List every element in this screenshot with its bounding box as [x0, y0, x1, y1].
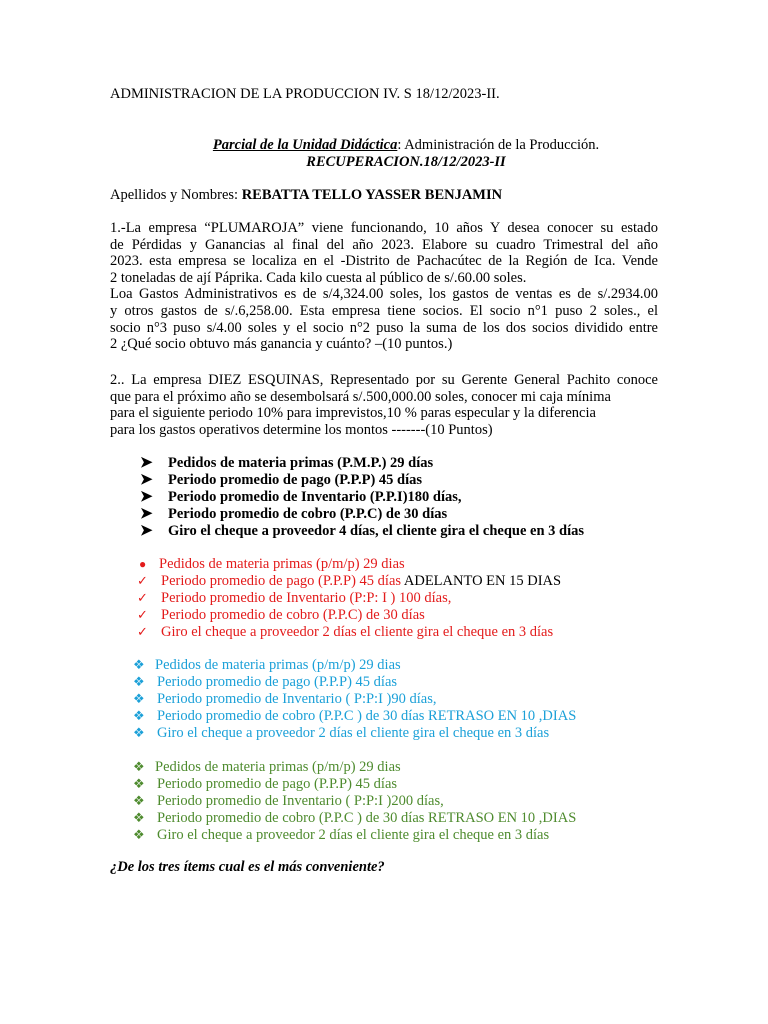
- document-page: ADMINISTRACION DE LA PRODUCCION IV. S 18/12/2023-II. Parcial de la Unidad Didáctica: Administración de la Producción. RECUPERACION.18/12/2023-II Apellidos y Nombres: REBATTA TELLO YASSER BENJAMIN 1.-La empresa “PLUMAROJA” viene funcionando, 10 años Y desea conocer su estado de Pérdidas y Ganancias al final del año 2023. Elabore su cuadro Trimestral del año 2023. esta empresa se localiza en el -Distrito de Pachacútec de la Región de Ica. Vende 2 toneladas de ají Páprika. Cada kilo cuesta al público de s/.60.00 soles. Loa Gastos Administrativos es de s/4,324.00 soles, los gastos de ventas es de s/.2934.00 y otros gastos de s/.6,258.00. Esta empresa tiene socios. El socio n°1 puso 2 soles., el socio n°3 puso s/4.00 soles y el socio n°2 puso la suma de los dos socios dividido entre 2 ¿Qué socio obtuvo más ganancia y cuánto? –(10 puntos.) 2.. La empresa DIEZ ESQUINAS, Representado por su Gerente General Pachito conoce que para el próximo año se desembolsará s/.500,000.00 soles, conocer mi caja mínima para el siguiente periodo 10% para imprevistos,10 % paras especular y la diferencia para los gastos operativos determine los montos -------(10 Puntos) ➤ Pedidos de materia primas (P.M.P.) 29 días ➤ Periodo promedio de pago (P.P.P) 45 días ➤ Periodo promedio de Inventario (P.P.I)180 días, ➤ Periodo promedio de cobro (P.P.C) de 30 días ➤ Giro el cheque a proveedor 4 días, el cliente gira el cheque en 3 días ● Pedidos de materia primas (p/m/p) 29 dias ✓ Periodo promedio de pago (P.P.P) 45 días ADELANTO EN 15 DIAS ✓ Periodo promedio de Inventario (P:P: I ) 100 días, ✓ Periodo promedio de cobro (P.P.C) de 30 días ✓ Giro el cheque a proveedor 2 días el cliente gira el cheque en 3 días ❖ Pedidos de materia primas (p/m/p) 29 dias ❖ Periodo promedio de pago (P.P.P) 45 días ❖ Periodo promedio de Inventario ( P:P:I )90 días, ❖ Periodo promedio de cobro (P.P.C ) de 30 días RETRASO EN 10 ,DIAS ❖ Giro el cheque a proveedor 2 días el cliente gira el cheque en 3 días ❖ Pedidos de materia primas (p/m/p) 29 dias ❖ Periodo promedio de pago (P.P.P) 45 días ❖ Periodo promedio de Inventario ( P:P:I )200 días, ❖ Periodo promedio de cobro (P.P.C ) de 30 días RETRASO EN 10 ,DIAS ❖ Giro el cheque a proveedor 2 días el cliente gira el cheque en 3 días ¿De los tres ítems cual es el más conveniente?: [0, 0, 768, 1024]
- exam-title: [110, 137, 702, 154]
- question-1-line: socio n°3 puso s/4.00 soles y el socio n°2 puso la suma de los dos socios dividido entre: [110, 319, 658, 336]
- checkmark-icon: ✓: [137, 606, 148, 622]
- student-name: REBATTA TELLO YASSER BENJAMIN: [241, 187, 503, 203]
- advance-note: ADELANTO EN 15 DIAS: [401, 572, 562, 589]
- exam-title-label: Parcial de la Unidad Didáctica: [212, 137, 398, 153]
- final-question: ¿De los tres ítems cual es el más conveniente?: [110, 859, 385, 875]
- arrowhead-bullet-icon: ➤: [140, 505, 153, 522]
- exam-title-rest: : Administración de la Producción.: [397, 137, 600, 153]
- arrowhead-bullet-icon: ➤: [140, 455, 153, 471]
- checkmark-icon: ✓: [137, 623, 148, 639]
- diamond-star-bullet-icon: ❖: [133, 826, 145, 842]
- checkmark-icon: ✓: [137, 589, 148, 605]
- question-2-line: que para el próximo año se desembolsará s/.500,000.00 soles, conocer mi caja mínima: [110, 388, 611, 405]
- question-2-line: 2.. La empresa DIEZ ESQUINAS, Representado por su Gerente General Pachito conoce: [110, 372, 658, 388]
- document-header: ADMINISTRACION DE LA PRODUCCION IV. S 18/12/2023-II.: [110, 86, 500, 102]
- diamond-star-bullet-icon: ❖: [133, 792, 145, 808]
- diamond-star-bullet-icon: ❖: [133, 673, 145, 689]
- student-name-line: [110, 187, 502, 204]
- arrowhead-bullet-icon: ➤: [140, 488, 153, 505]
- question-1-line: Loa Gastos Administrativos es de s/4,324.00 soles, los gastos de ventas es de s/.2934.00: [110, 286, 658, 303]
- question-2-line: para los gastos operativos determine los montos -------(10 Puntos): [110, 421, 493, 438]
- checkmark-icon: ✓: [137, 572, 148, 588]
- student-name-label: Apellidos y Nombres:: [110, 187, 242, 203]
- arrowhead-bullet-icon: ➤: [140, 522, 153, 539]
- diamond-star-bullet-icon: ❖: [133, 724, 145, 740]
- question-1-line: y otros gastos de s/.6,258.00. Esta empresa tiene socios. El socio n°1 puso 2 soles., el: [110, 302, 658, 319]
- question-2-line: para el siguiente periodo 10% para imprevistos,10 % paras especular y la diferencia: [110, 405, 596, 422]
- diamond-star-bullet-icon: ❖: [133, 775, 145, 791]
- diamond-star-bullet-icon: ❖: [133, 657, 145, 672]
- diamond-star-bullet-icon: ❖: [133, 809, 145, 825]
- question-1-line: de Pérdidas y Ganancias al final del año 2023. Elabore su cuadro Trimestral del año: [110, 236, 658, 253]
- diamond-star-bullet-icon: ❖: [133, 759, 145, 774]
- question-2: [110, 372, 658, 438]
- question-1-line: 2 toneladas de ají Páprika. Cada kilo cuesta al público de s/.60.00 soles.: [110, 269, 527, 286]
- question-1: [110, 220, 658, 353]
- diamond-star-bullet-icon: ❖: [133, 707, 145, 723]
- question-1-line: 2023. esta empresa se localiza en el -Distrito de Pachacútec de la Región de Ica. Vende: [110, 253, 658, 270]
- question-1-line: 1.-La empresa “PLUMAROJA” viene funcionando, 10 años Y desea conocer su estado: [110, 220, 658, 236]
- question-1-line: 2 ¿Qué socio obtuvo más ganancia y cuánto? –(10 puntos.): [110, 336, 453, 353]
- diamond-star-bullet-icon: ❖: [133, 690, 145, 706]
- round-bullet-icon: ●: [139, 557, 147, 571]
- exam-subtitle: RECUPERACION.18/12/2023-II: [306, 154, 506, 170]
- arrowhead-bullet-icon: ➤: [140, 471, 153, 488]
